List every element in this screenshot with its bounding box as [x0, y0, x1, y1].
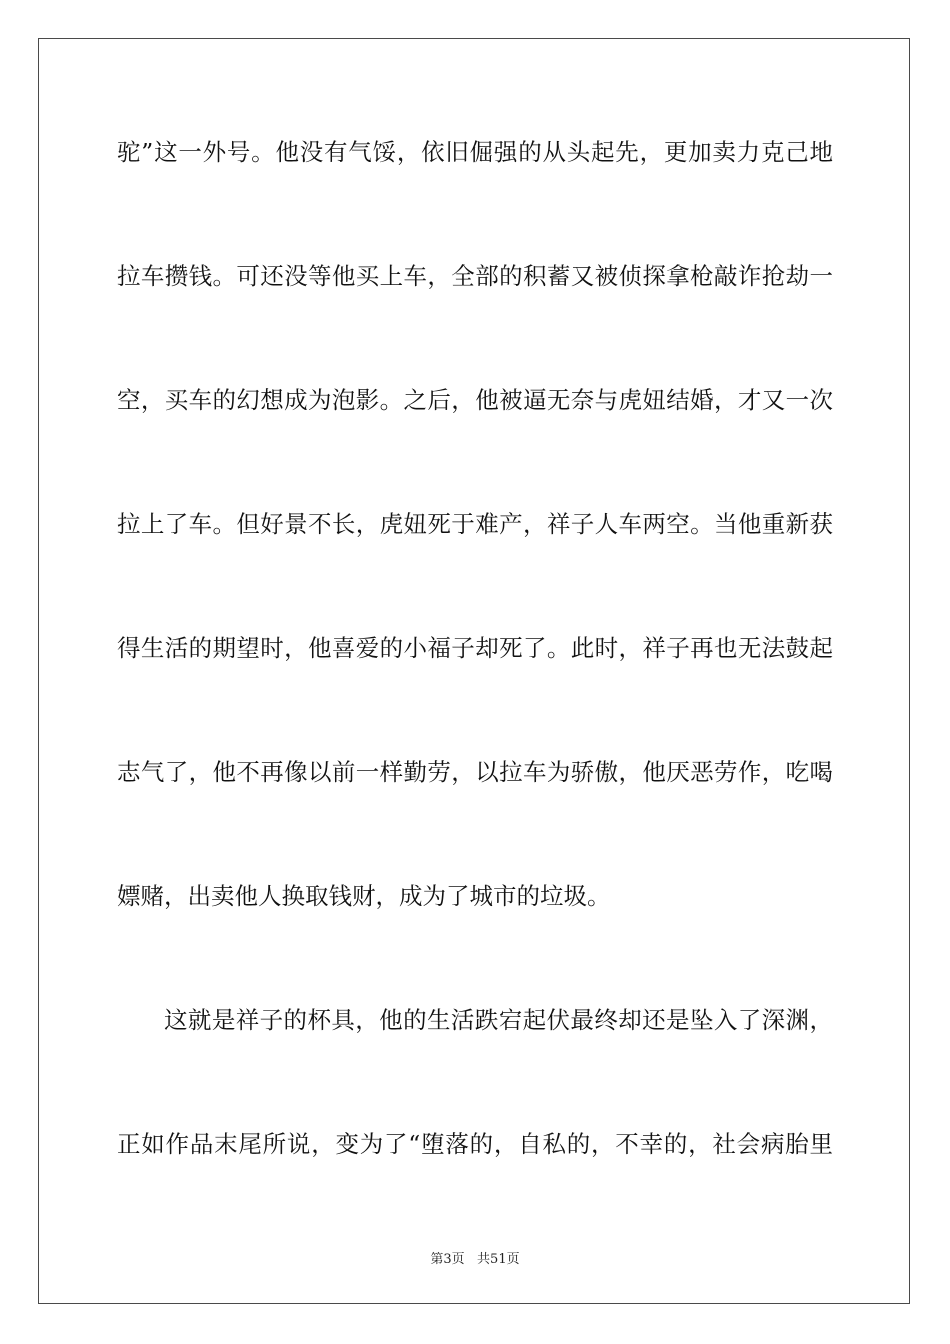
body-line-4: 拉上了车。但好景不长，虎妞死于难产，祥子人车两空。当他重新获 [117, 510, 833, 538]
body-line-5: 得生活的期望时，他喜爱的小福子却死了。此时，祥子再也无法鼓起 [117, 634, 833, 662]
page-border [38, 38, 910, 1304]
body-line-8: 这就是祥子的杯具，他的生活跌宕起伏最终却还是坠入了深渊， [164, 1006, 833, 1034]
body-line-3: 空，买车的幻想成为泡影。之后，他被逼无奈与虎妞结婚，才又一次 [117, 386, 833, 414]
body-line-7: 嫖赌，出卖他人换取钱财，成为了城市的垃圾。 [117, 882, 611, 910]
body-line-6: 志气了，他不再像以前一样勤劳，以拉车为骄傲，他厌恶劳作，吃喝 [117, 758, 833, 786]
page-footer: 第3页 共51页 [430, 1252, 520, 1267]
body-line-1: 驼”这一外号。他没有气馁，依旧倔强的从头起先，更加卖力克己地 [117, 138, 833, 166]
body-line-2: 拉车攒钱。可还没等他买上车，全部的积蓄又被侦探拿枪敲诈抢劫一 [117, 262, 833, 290]
body-line-9: 正如作品末尾所说，变为了“堕落的，自私的，不幸的，社会病胎里 [117, 1130, 833, 1158]
